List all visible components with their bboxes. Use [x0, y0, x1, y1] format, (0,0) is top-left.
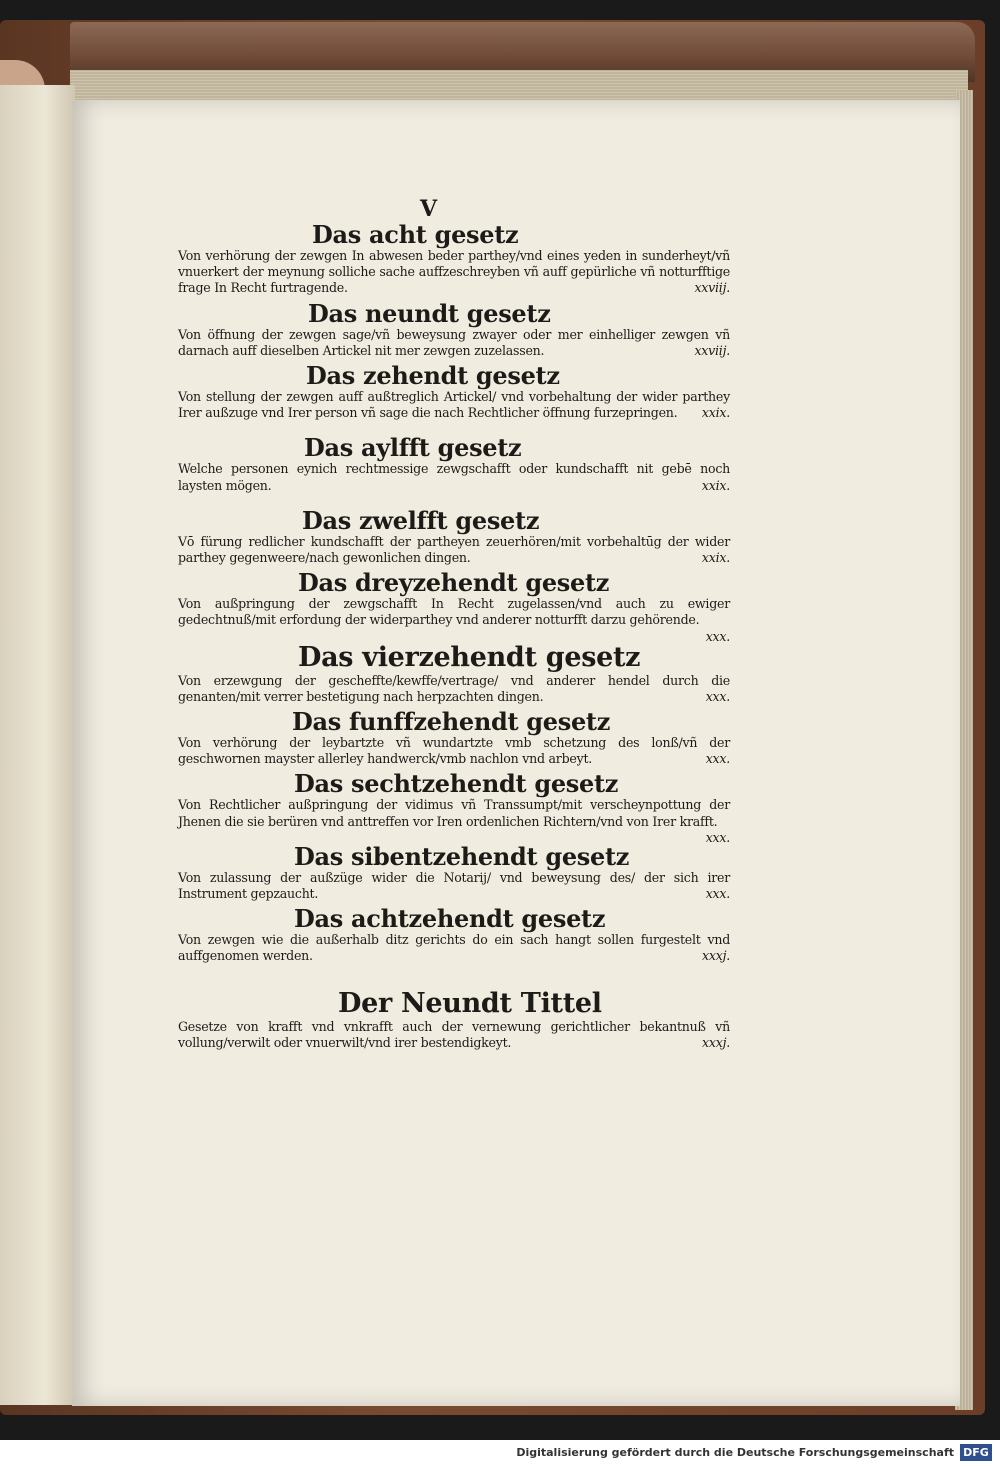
entry-body: Von verhörung der leybartzte vñ wundartzte vmb schetzung des lonß/vñ der geschwornen mayster allerley handwerck/vmb nachlon vnd arbeyt.	[178, 735, 730, 767]
toc-entry	[178, 906, 730, 964]
entry-heading: Das dreyzehendt gesetz	[298, 568, 610, 598]
entry-body: Vō fürung redlicher kundschafft der partheyen zeuerhören/mit vorbehaltūg der wider parthey gegenweere/nach gewonlichen dingen.	[178, 533, 730, 566]
entry-text	[178, 596, 730, 644]
entry-body: Von zulassung der außzüge wider die Notarij/ vnd beweysung des/ der sich irer Instrument gepzaucht.	[178, 869, 730, 902]
entry-body: Von erzewgung der gescheffte/kewffe/vertrage/ vnd anderer hendel durch die genanten/mit verrer bestetigung nach herpzachten dingen.	[178, 672, 730, 704]
entry-text	[178, 797, 730, 845]
entry-text	[178, 327, 730, 359]
entry-heading: Das neundt gesetz	[308, 298, 551, 328]
page-number: V	[420, 196, 438, 222]
entry-body: Gesetze von krafft vnd vnkrafft auch der vernewung gerichtlicher bekantnuß vñ vollung/verwilt oder vnuerwilt/vnd irer bestendigkeyt.	[178, 1018, 730, 1050]
toc-entry	[178, 363, 730, 421]
folio-number: xxx.	[705, 886, 730, 902]
toc-entry	[178, 435, 730, 493]
entry-heading: Das zehendt gesetz	[306, 361, 560, 391]
folio-number: xxx.	[705, 688, 730, 704]
toc-entry	[178, 989, 730, 1051]
table-of-contents	[178, 222, 730, 1055]
entry-text	[178, 248, 730, 297]
entry-body: Von zewgen wie die außerhalb ditz gerichts do ein sach hangt sollen furgestelt vnd auffgenomen werden.	[178, 932, 730, 964]
entry-heading: Das funffzehendt gesetz	[292, 707, 611, 737]
entry-body: Welche personen eynich rechtmessige zewgschafft oder kundschafft nit gebē noch laysten mögen.	[178, 461, 730, 493]
toc-entry	[178, 505, 730, 566]
entry-heading: Das zwelfft gesetz	[302, 505, 540, 535]
footer-bar	[0, 1440, 1000, 1466]
entry-heading: Das sibentzehendt gesetz	[294, 841, 630, 871]
folio-number: xxx.	[705, 628, 730, 644]
entry-heading: Das acht gesetz	[312, 220, 519, 249]
folio-number: xxix.	[701, 550, 730, 566]
folio-number: xxxj.	[702, 948, 730, 964]
entry-body: Von Rechtlicher außpringung der vidimus vñ Transsumpt/mit verscheynpottung der Jhenen die sie berüren vnd anttreffen vor Iren ordenlichen Richtern/vnd von Irer krafft.	[178, 797, 730, 829]
entry-text	[178, 1019, 730, 1051]
entry-body: Von außpringung der zewgschafft In Recht zugelassen/vnd auch zu ewiger gedechtnuß/mit erfordung der widerparthey vnd anderer notturfft darzu gehörende.	[178, 596, 730, 628]
entry-text	[178, 870, 730, 902]
entry-body: Von verhörung der zewgen In abwesen beder parthey/vnd eines yeden in sunderheyt/vñ vnuerkert der meynung solliche sache auffzeschreyben vñ auff gepürliche vñ notturfftige frage In Recht furtragende.	[178, 248, 730, 296]
toc-entry	[178, 568, 730, 644]
folio-number: xxx.	[705, 829, 730, 845]
folio-number: xxx.	[705, 751, 730, 767]
entry-heading: Das achtzehendt gesetz	[294, 904, 606, 934]
entry-heading: Das sechtzehendt gesetz	[294, 769, 619, 799]
entry-text	[178, 461, 730, 493]
entry-text	[178, 735, 730, 767]
entry-text	[178, 389, 730, 421]
entry-heading: Das aylfft gesetz	[304, 433, 522, 463]
entry-text	[178, 673, 730, 705]
folio-number: xxix.	[701, 405, 730, 421]
left-page-leaf	[0, 85, 75, 1405]
toc-entry	[178, 841, 730, 902]
entry-heading: Der Neundt Tittel	[338, 987, 602, 1019]
toc-entry	[178, 298, 730, 359]
entry-body: Von stellung der zewgen auff außtreglich Artickel/ vnd vorbehaltung der wider parthey Irer außzuge vnd Irer person vñ sage die nach Rechtlicher öffnung furzepringen.	[178, 389, 730, 421]
folio-number: xxviij.	[694, 280, 730, 296]
dfg-logo: DFG	[960, 1444, 992, 1461]
toc-entry	[178, 769, 730, 845]
entry-body: Von öffnung der zewgen sage/vñ beweysung zwayer oder mer einhelliger zewgen vñ darnach auff dieselben Artickel nit mer zewgen zuzelassen.	[178, 326, 730, 358]
toc-entry	[178, 709, 730, 767]
toc-entry	[178, 222, 730, 297]
folio-number: xxix.	[701, 477, 730, 493]
toc-entry	[178, 643, 730, 705]
folio-number: xxxj.	[702, 1034, 730, 1050]
entry-text	[178, 534, 730, 566]
entry-text	[178, 932, 730, 964]
folio-number: xxviij.	[694, 342, 730, 358]
entry-heading: Das vierzehendt gesetz	[298, 641, 641, 673]
funding-credit: Digitalisierung gefördert durch die Deutsche Forschungsgemeinschaft	[516, 1446, 954, 1459]
